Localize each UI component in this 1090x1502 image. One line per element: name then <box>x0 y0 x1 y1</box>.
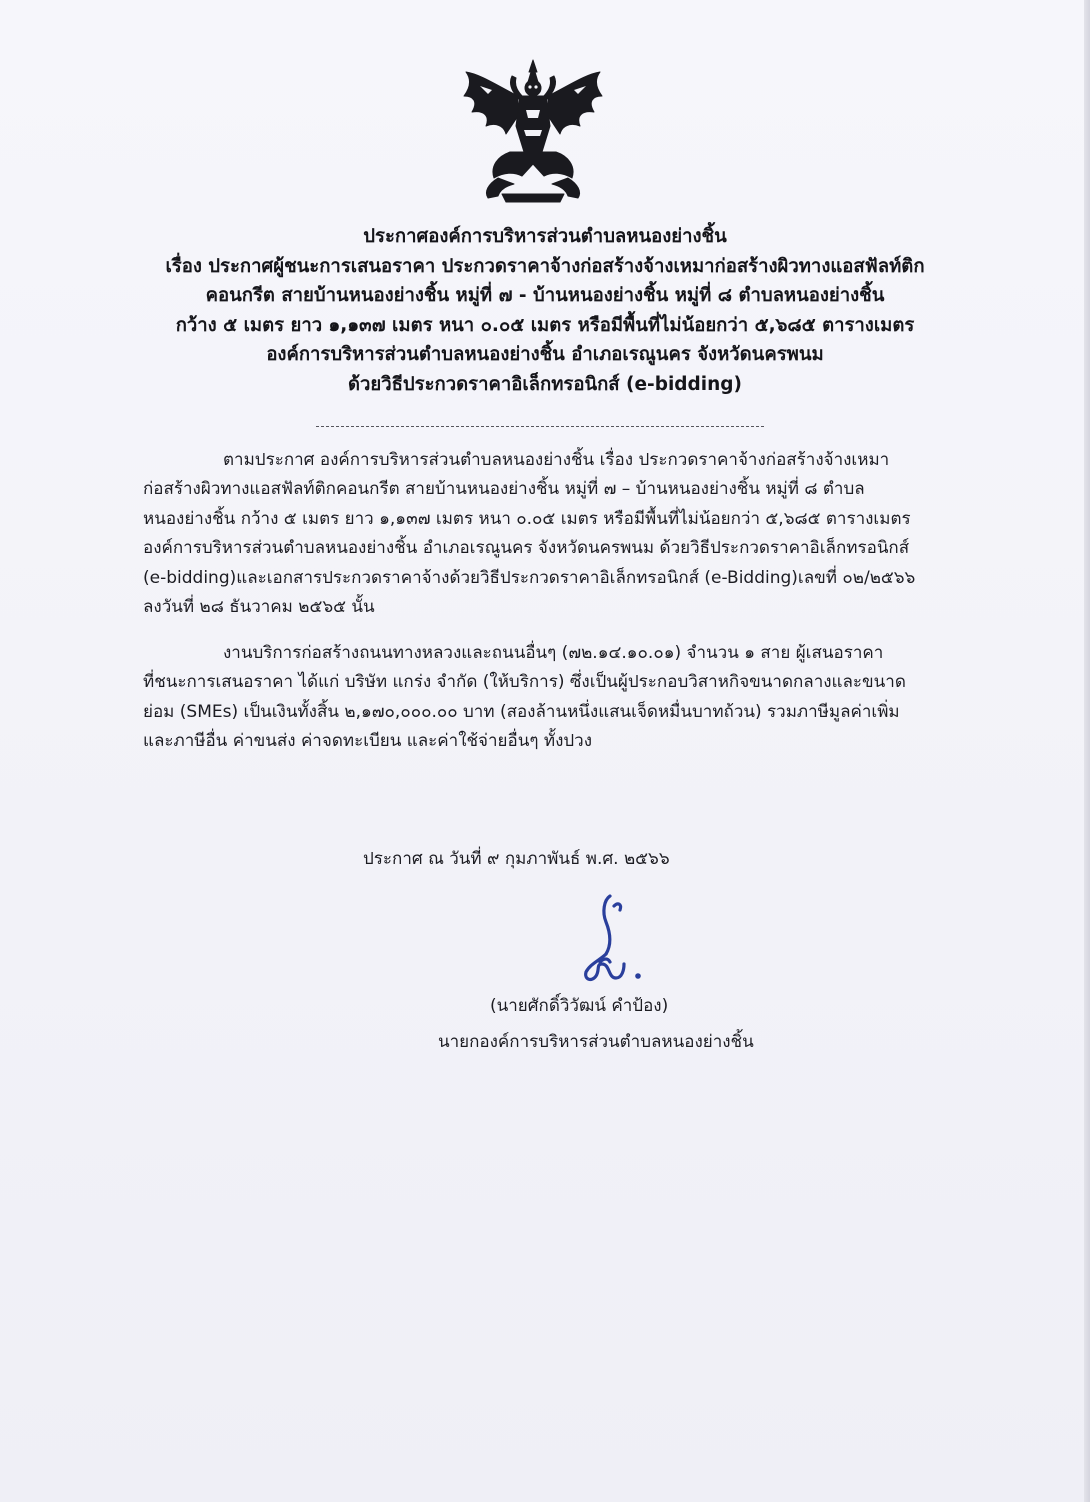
header-divider <box>316 426 764 427</box>
header-title: ประกาศองค์การบริหารส่วนตำบลหนองย่างชิ้น <box>363 226 727 247</box>
paragraph-line: ย่อม (SMEs) เป็นเงินทั้งสิ้น ๒,๑๗๐,๐๐๐.๐๐ บาท (สองล้านหนึ่งแสนเจ็ดหมื่นบาทถ้วน) รวมภาษีมูลค่าเพิ่ม <box>143 701 900 722</box>
handwritten-signature <box>566 890 656 990</box>
header-subject-line3: กว้าง ๕ เมตร ยาว ๑,๑๓๗ เมตร หนา ๐.๐๕ เมตร หรือมีพื้นที่ไม่น้อยกว่า ๕,๖๘๕ ตารางเมตร <box>175 314 915 336</box>
page-edge <box>1084 0 1090 1502</box>
document-header <box>80 222 1010 400</box>
announcement-date: ประกาศ ณ วันที่ ๙ กุมภาพันธ์ พ.ศ. ๒๕๖๖ <box>363 849 670 869</box>
signer-title: นายกองค์การบริหารส่วนตำบลหนองย่างชิ้น <box>438 1032 754 1052</box>
paragraph-line: ก่อสร้างผิวทางแอสฟัลท์ติกคอนกรีต สายบ้านหนองย่างชิ้น หมู่ที่ ๗ – บ้านหนองย่างชิ้น หมู่ที่ ๘ ตำบล <box>143 479 865 500</box>
paragraph-line: ที่ชนะการเสนอราคา ได้แก่ บริษัท แกร่ง จำกัด (ให้บริการ) ซึ่งเป็นผู้ประกอบวิสาหกิจขนาดกลางและขนาด <box>143 672 906 693</box>
paragraph-line: และภาษีอื่น ค่าขนส่ง ค่าจดทะเบียน และค่าใช้จ่ายอื่นๆ ทั้งปวง <box>143 731 593 752</box>
header-subject-line5: ด้วยวิธีประกวดราคาอิเล็กทรอนิกส์ (e-bidding) <box>348 373 742 395</box>
paragraph-line: (e-bidding)และเอกสารประกวดราคาจ้างด้วยวิธีประกวดราคาอิเล็กทรอนิกส์ (e-Bidding)เลขที่ ๐๒/๒๕๖๖ <box>143 567 916 588</box>
paragraph-line: ลงวันที่ ๒๘ ธันวาคม ๒๕๖๕ นั้น <box>143 597 375 618</box>
header-subject: เรื่อง ประกาศผู้ชนะการเสนอราคา ประกวดราคาจ้างก่อสร้างจ้างเหมาก่อสร้างผิวทางแอสฟัลท์ติก <box>165 255 925 277</box>
paragraph-line: หนองย่างชิ้น กว้าง ๕ เมตร ยาว ๑,๑๓๗ เมตร หนา ๐.๐๕ เมตร หรือมีพื้นที่ไม่น้อยกว่า ๕,๖๘๕ ตารางเมตร <box>143 508 911 529</box>
header-subject-line2: คอนกรีต สายบ้านหนองย่างชิ้น หมู่ที่ ๗ - บ้านหนองย่างชิ้น หมู่ที่ ๘ ตำบลหนองย่างชิ้น <box>205 285 885 307</box>
paragraph-line: ตามประกาศ องค์การบริหารส่วนตำบลหนองย่างชิ้น เรื่อง ประกวดราคาจ้างก่อสร้างจ้างเหมา <box>223 450 890 470</box>
paragraph-line: องค์การบริหารส่วนตำบลหนองย่างชิ้น อำเภอเรณูนคร จังหวัดนครพนม ด้วยวิธีประกวดราคาอิเล็กทรอนิกส์ <box>143 538 910 559</box>
header-subject-line4: องค์การบริหารส่วนตำบลหนองย่างชิ้น อำเภอเรณูนคร จังหวัดนครพนม <box>266 344 824 366</box>
body-paragraph-1 <box>143 446 943 622</box>
body-paragraph-2 <box>143 639 943 757</box>
signer-name: (นายศักดิ์วิวัฒน์ คำป้อง) <box>490 996 669 1016</box>
paragraph-line: งานบริการก่อสร้างถนนทางหลวงและถนนอื่นๆ (๗๒.๑๔.๑๐.๐๑) จำนวน ๑ สาย ผู้เสนอราคา <box>223 643 884 663</box>
garuda-emblem-icon <box>458 56 608 206</box>
